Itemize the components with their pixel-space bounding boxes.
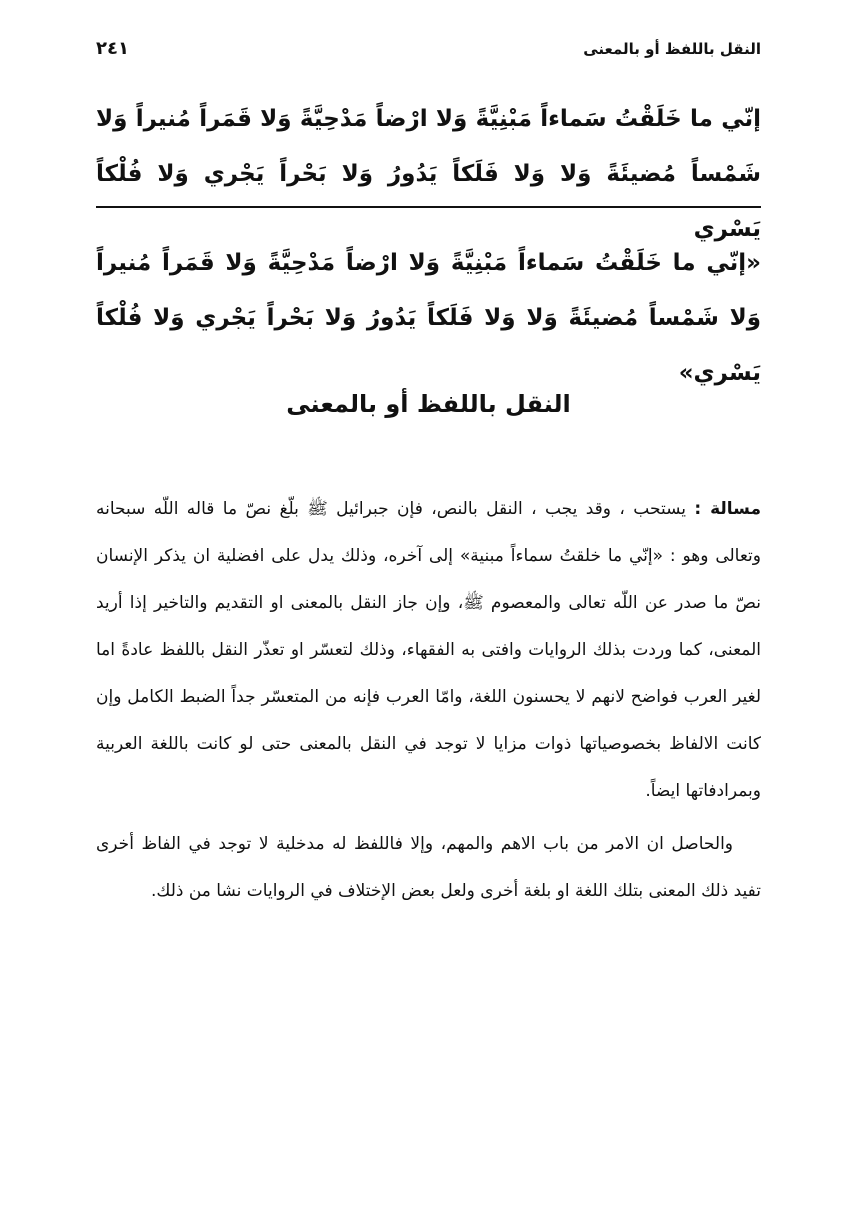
page-header xyxy=(96,40,761,66)
page-number: ٢٤١ xyxy=(96,38,129,59)
paragraph xyxy=(96,486,761,815)
verse-text: إنّي ما خَلَقْتُ سَماءاً مَبْنِيَّةً وَلا ارْضاً مَدْحِيَّةً وَلا قَمَراً مُنيراً وَلا شَمْساً مُضيئَةً وَلا وَلا فَلَكاً يَدُورُ وَلا بَحْراً يَجْري وَلا فُلْكاً يَسْري xyxy=(96,106,761,242)
paragraph: والحاصل ان الامر من باب الاهم والمهم، وإلا فاللفظ له مدخلية لا توجد في الفاظ أخرى تفيد ذلك المعنى بتلك اللغة او بلغة أخرى ولعل بعض الإختلاف في الروايات نشا من ذلك. xyxy=(96,834,761,901)
paragraph-text: يستحب ، وقد يجب ، النقل بالنص، فإن جبرائيل ﷺ بلّغ نصّ ما قاله اللّه سبحانه وتعالى وهو : «إنّي ما خلقتُ سماءاً مبنية» إلى آخره، وذلك يدل على افضلية ان يذكر الإنسان نصّ ما صدر عن اللّه تعالى والمعصوم ﷺ، وإن جاز النقل بالمعنى او التقديم والتاخير إذا أريد المعنى، كما وردت بذلك الروايات وافتى به الفقهاء، وذلك لتعسّر او تعذّر النقل باللفظ عادةً اما لغير العرب فواضح لانهم لا يحسنون اللغة، وامّا العرب فإنه من المتعسّر جداً الضبط الكامل وإن كانت الالفاظ بخصوصياتها ذوات مزايا لا توجد في النقل بالمعنى حتى لو كانت باللغة العربية وبمرادفاتها ايضاً. xyxy=(96,499,761,801)
lead-word: مسالة : xyxy=(694,499,761,519)
running-title: النقل باللفظ أو بالمعنى xyxy=(583,40,761,58)
section-heading: النقل باللفظ أو بالمعنى xyxy=(286,390,571,418)
body-text xyxy=(96,486,761,915)
quoted-verse-text: «إنّي ما خَلَقْتُ سَماءاً مَبْنِيَّةً وَلا ارْضاً مَدْحِيَّةً وَلا قَمَراً مُنيراً وَلا شَمْساً مُضيئَةً وَلا وَلا فَلَكاً يَدُورُ وَلا بَحْراً يَجْري وَلا فُلْكاً يَسْري» xyxy=(96,250,761,386)
separator-line xyxy=(96,206,761,208)
